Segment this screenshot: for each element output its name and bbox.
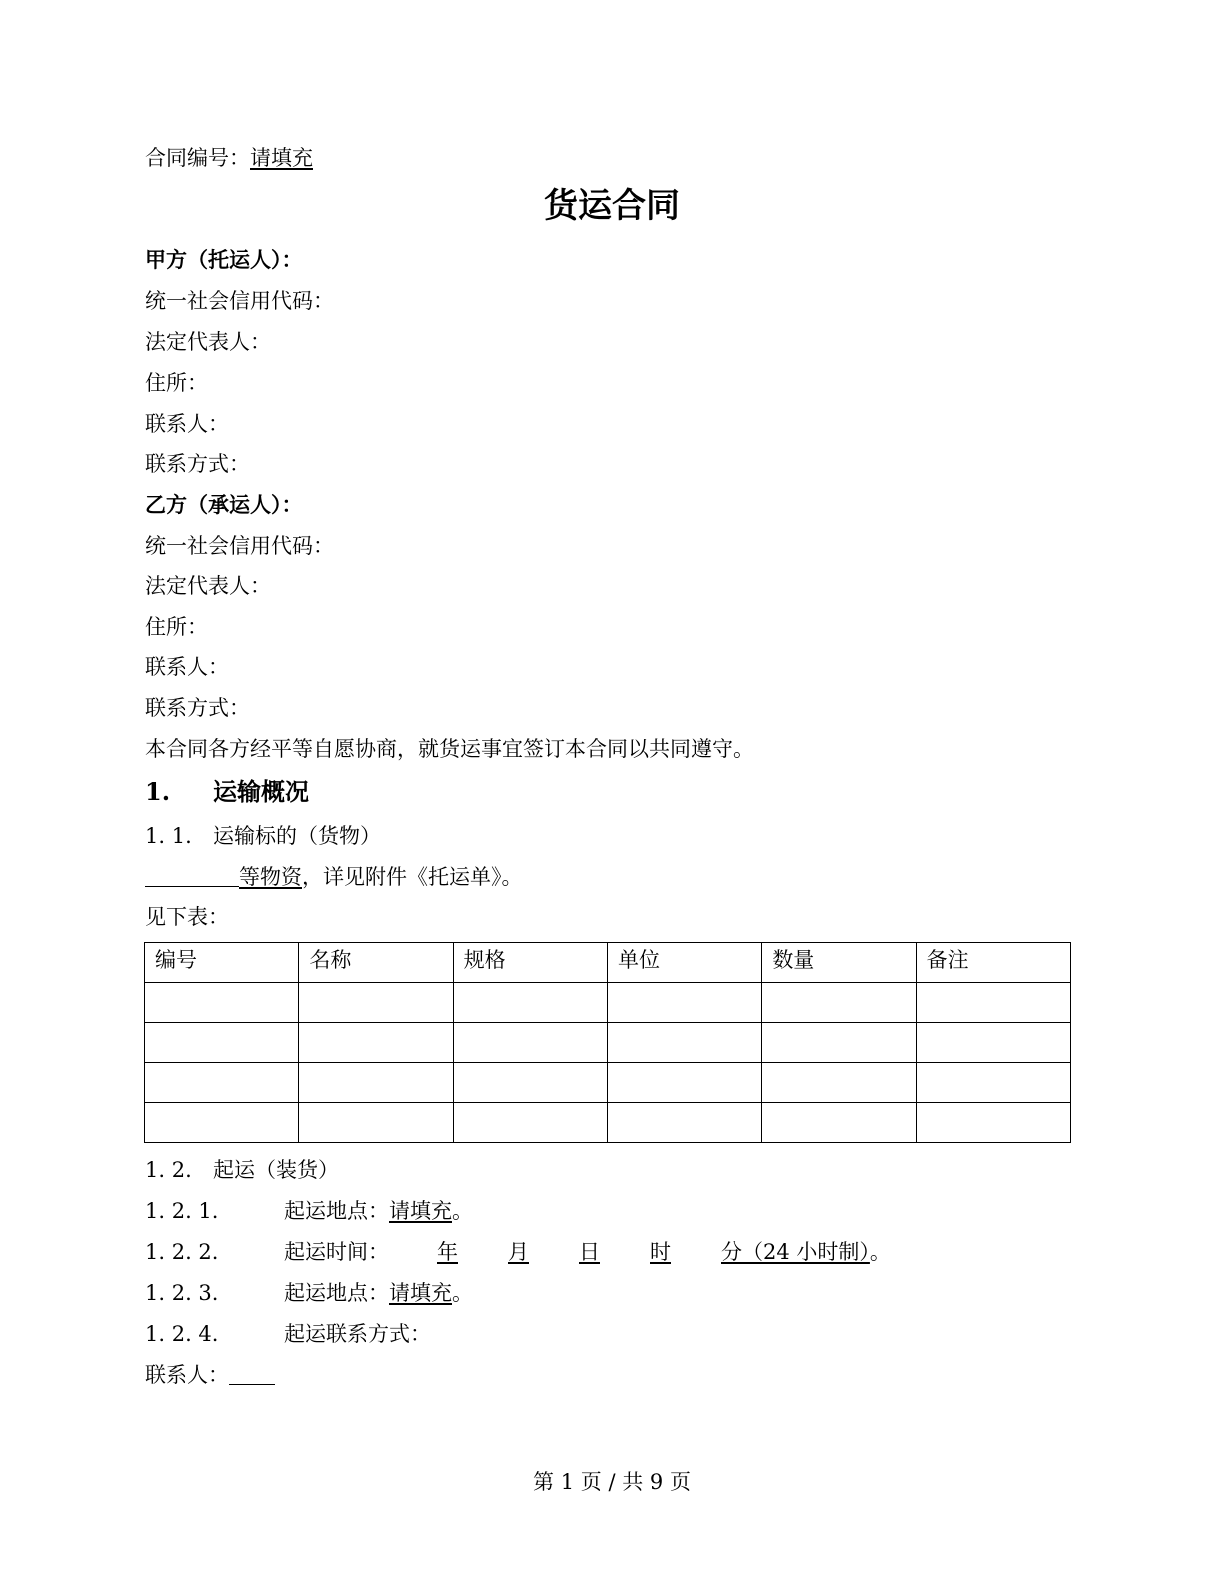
party-a-legal-rep: 法定代表人：: [145, 330, 271, 354]
section-1-heading: [145, 778, 309, 806]
table-cell: [607, 1023, 761, 1063]
goods-text-rest: ，详见附件《托运单》。: [302, 865, 523, 889]
table-cell: [299, 983, 453, 1023]
item-1-2-2-end: 。: [869, 1240, 891, 1264]
contact-person-blank: [229, 1362, 275, 1385]
table-cell: [453, 1023, 607, 1063]
table-cell: [299, 1023, 453, 1063]
table-cell: [916, 1103, 1070, 1143]
subsection-1-2-title: 起运（装货）: [213, 1158, 339, 1182]
table-header-cell: 规格: [453, 943, 607, 983]
goods-text-underlined: 等物资: [239, 865, 302, 889]
goods-table: [144, 942, 1071, 1143]
table-cell: [145, 1103, 299, 1143]
table-cell: [916, 1023, 1070, 1063]
party-b-contact: 联系人：: [145, 655, 229, 679]
subsection-1-2-heading: [145, 1156, 339, 1184]
contact-person-label: 联系人：: [145, 1363, 229, 1387]
party-b-legal-rep: 法定代表人：: [145, 574, 271, 598]
item-1-2-4-label: 起运联系方式：: [284, 1322, 431, 1346]
time-year: 年: [437, 1240, 458, 1264]
table-header-cell: 名称: [299, 943, 453, 983]
see-table-label: 见下表：: [145, 905, 229, 929]
subsection-1-1-heading: [145, 822, 381, 850]
page-mid: 页 / 共: [574, 1470, 650, 1494]
party-a-credit-code: 统一社会信用代码：: [145, 289, 334, 313]
time-month: 月: [508, 1240, 529, 1264]
item-1-2-1-label: 起运地点：: [284, 1199, 389, 1223]
party-b-credit-code: 统一社会信用代码：: [145, 534, 334, 558]
table-cell: [762, 1103, 916, 1143]
item-1-2-4: [145, 1320, 431, 1348]
table-cell: [916, 983, 1070, 1023]
item-1-2-1-value: 请填充: [389, 1199, 452, 1223]
goods-description: [145, 863, 523, 891]
table-cell: [762, 1063, 916, 1103]
departure-time-blank: [389, 1240, 870, 1264]
party-b-heading: 乙方（承运人）：: [145, 492, 303, 517]
table-row: [145, 1023, 1071, 1063]
table-cell: [607, 1063, 761, 1103]
contact-person-line: [145, 1361, 275, 1389]
table-row: [145, 1103, 1071, 1143]
contract-number-label: 合同编号：: [145, 146, 250, 170]
item-1-2-1: [145, 1197, 473, 1225]
table-row: [145, 1063, 1071, 1103]
subsection-1-1-number: 1. 1.: [145, 824, 192, 848]
time-hour: 时: [650, 1240, 671, 1264]
subsection-1-2-number: 1. 2.: [145, 1158, 192, 1182]
page-prefix: 第: [533, 1470, 561, 1494]
time-day: 日: [579, 1240, 600, 1264]
table-cell: [607, 983, 761, 1023]
party-a-contact-method: 联系方式：: [145, 452, 250, 476]
section-1-title: 运输概况: [213, 777, 309, 806]
table-header-cell: 编号: [145, 943, 299, 983]
table-cell: [145, 983, 299, 1023]
table-cell: [299, 1103, 453, 1143]
item-1-2-3-label: 起运地点：: [284, 1281, 389, 1305]
party-a-contact: 联系人：: [145, 412, 229, 436]
item-1-2-4-number: 1. 2. 4.: [145, 1322, 219, 1346]
item-1-2-2: [145, 1238, 891, 1266]
document-title: 货运合同: [544, 186, 680, 226]
item-1-2-2-label: 起运时间：: [284, 1240, 389, 1264]
party-a-address: 住所：: [145, 371, 208, 395]
page-suffix: 页: [663, 1470, 691, 1494]
contract-number-line: [145, 144, 313, 172]
page-footer: [0, 1468, 1224, 1496]
contract-number-value: 请填充: [250, 146, 313, 170]
item-1-2-1-end: 。: [452, 1199, 473, 1223]
table-cell: [453, 983, 607, 1023]
item-1-2-3: [145, 1279, 473, 1307]
table-cell: [299, 1063, 453, 1103]
item-1-2-3-value: 请填充: [389, 1281, 452, 1305]
table-cell: [145, 1063, 299, 1103]
table-cell: [453, 1103, 607, 1143]
page-total: 9: [649, 1470, 664, 1494]
table-cell: [145, 1023, 299, 1063]
party-a-heading: 甲方（托运人）：: [145, 247, 303, 272]
table-header-row: [145, 943, 1071, 983]
table-header-cell: 数量: [762, 943, 916, 983]
goods-name-blank: [145, 864, 239, 887]
table-cell: [762, 983, 916, 1023]
table-cell: [762, 1023, 916, 1063]
table-header-cell: 单位: [607, 943, 761, 983]
preamble: 本合同各方经平等自愿协商，就货运事宜签订本合同以共同遵守。: [145, 737, 754, 761]
time-minute: 分（24 小时制）: [721, 1240, 870, 1264]
table-header-cell: 备注: [916, 943, 1070, 983]
item-1-2-3-end: 。: [452, 1281, 473, 1305]
item-1-2-2-number: 1. 2. 2.: [145, 1240, 219, 1264]
item-1-2-1-number: 1. 2. 1.: [145, 1199, 219, 1223]
table-cell: [453, 1063, 607, 1103]
party-b-contact-method: 联系方式：: [145, 696, 250, 720]
section-1-number: 1.: [145, 777, 171, 806]
table-cell: [607, 1103, 761, 1143]
item-1-2-3-number: 1. 2. 3.: [145, 1281, 219, 1305]
page-current: 1: [560, 1470, 575, 1494]
table-row: [145, 983, 1071, 1023]
table-cell: [916, 1063, 1070, 1103]
party-b-address: 住所：: [145, 615, 208, 639]
subsection-1-1-title: 运输标的（货物）: [213, 824, 381, 848]
